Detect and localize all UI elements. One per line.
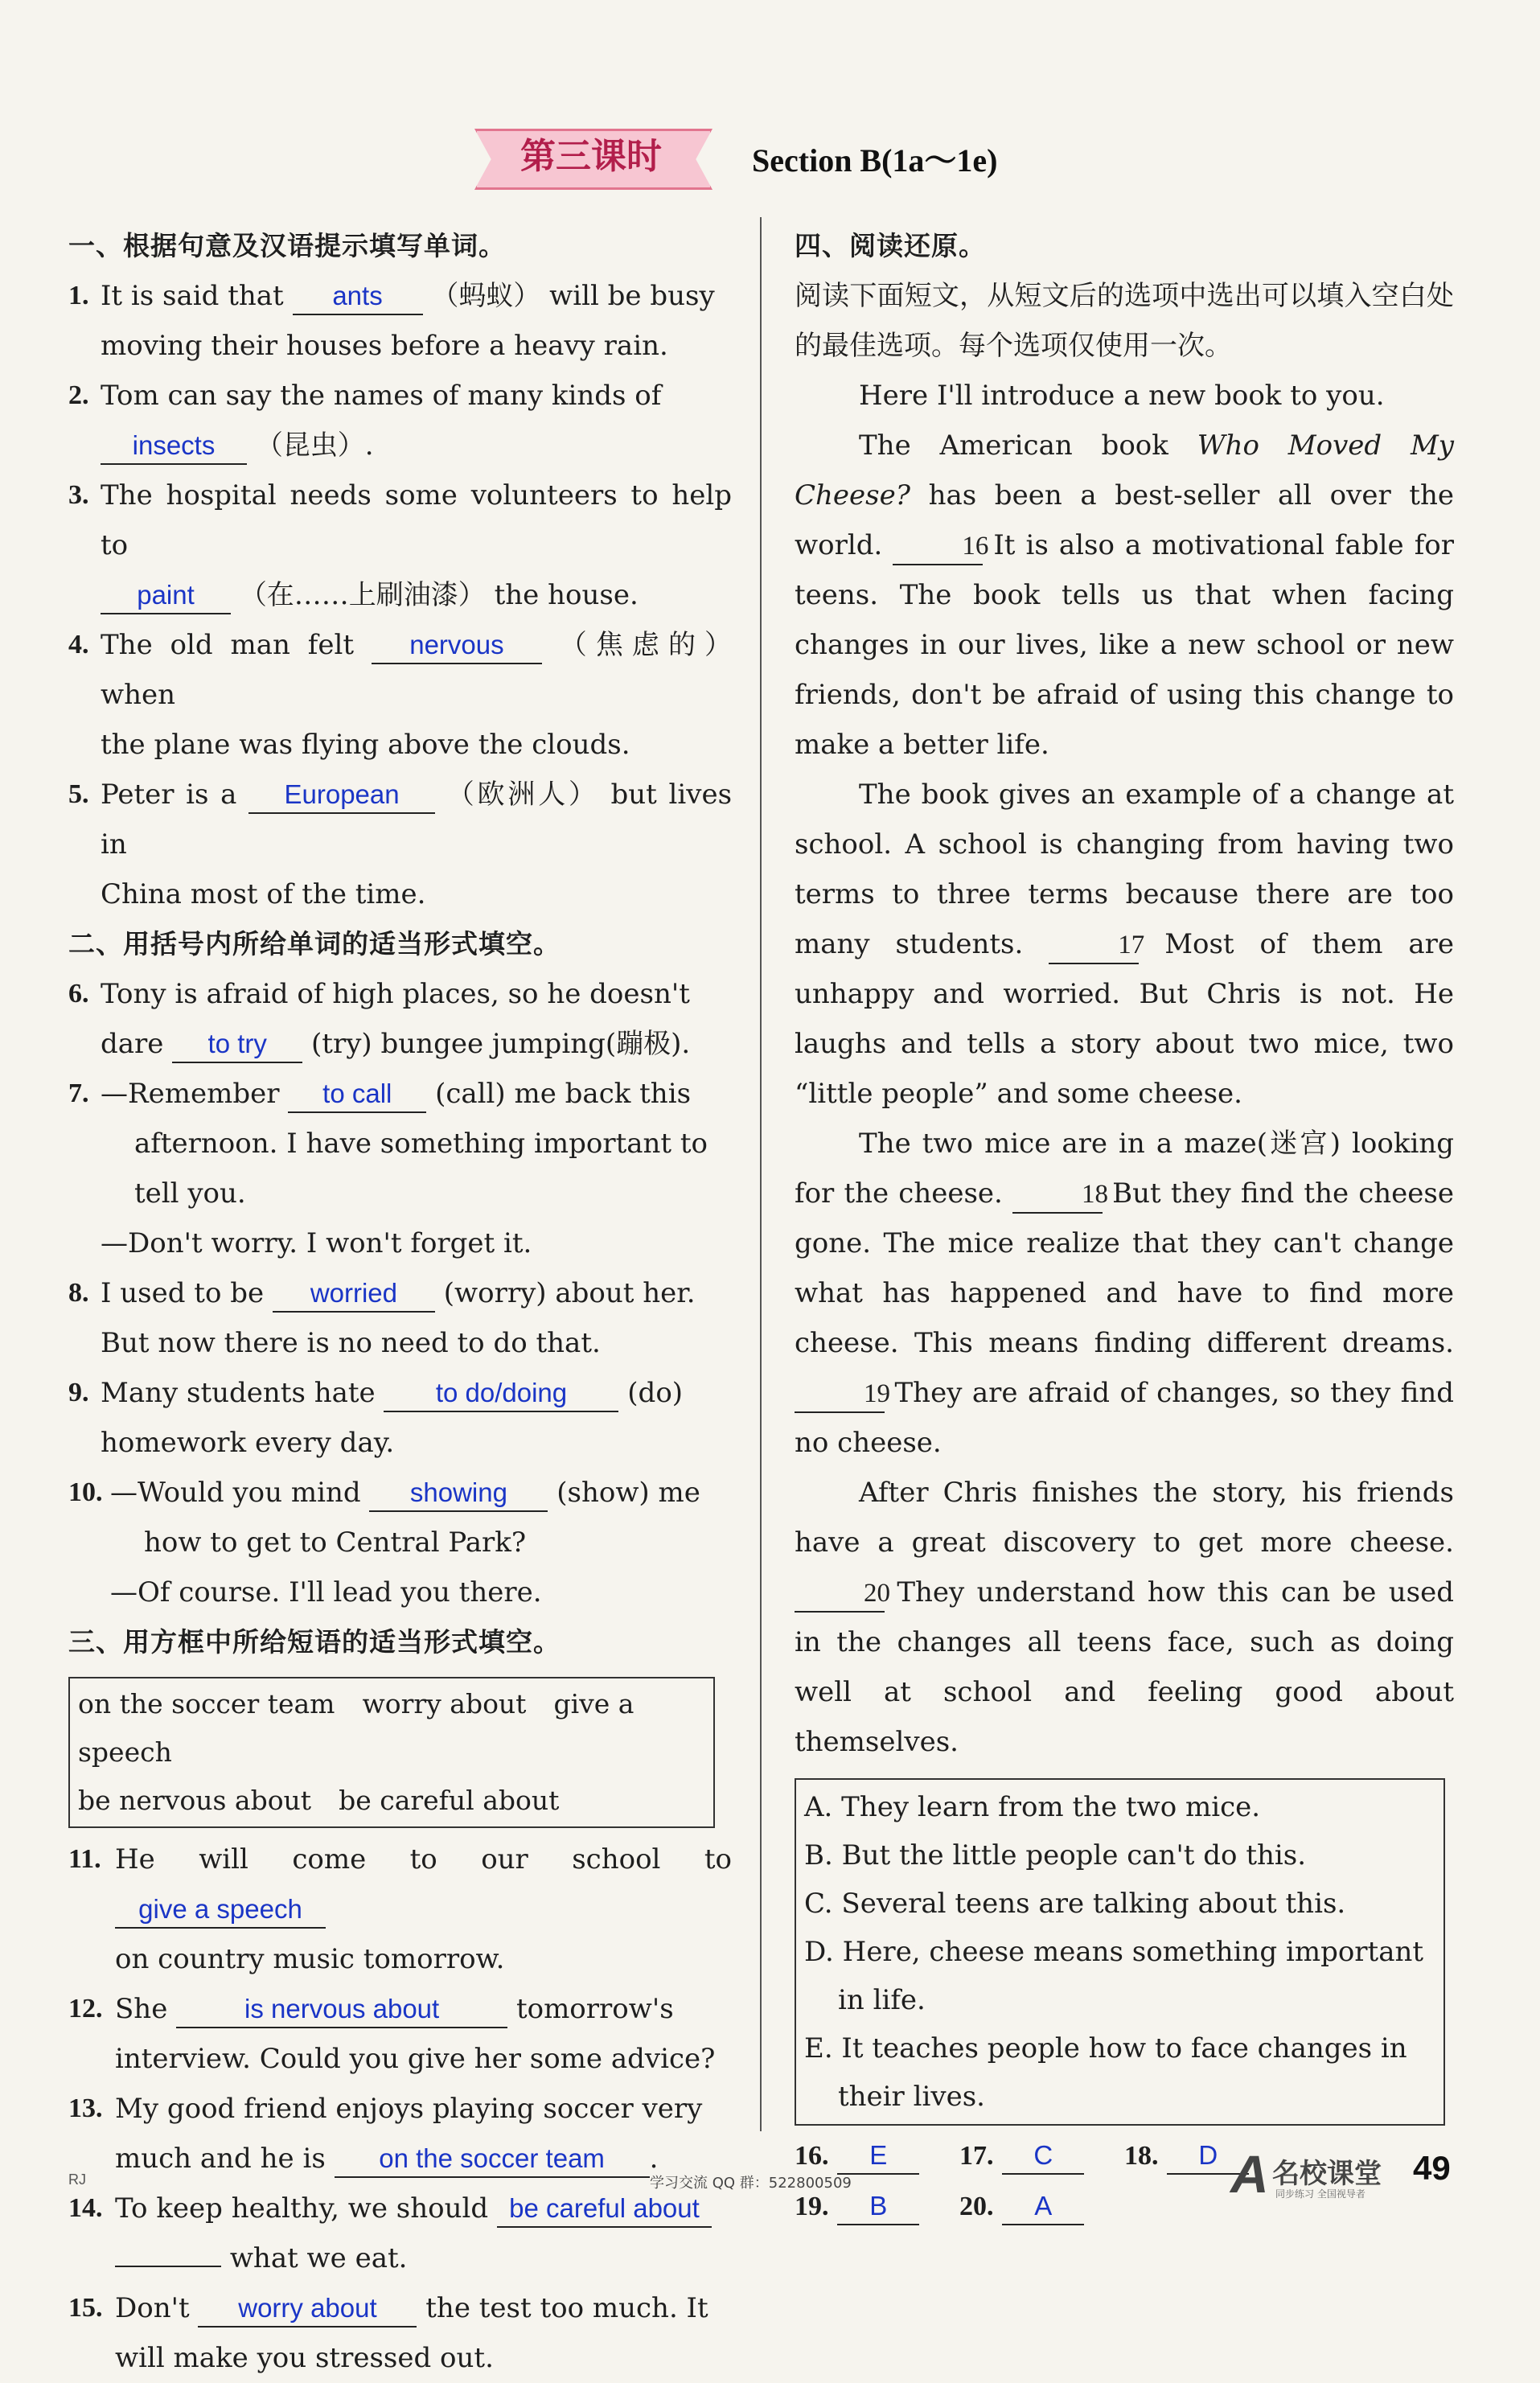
question-12: 12. She is nervous about tomorrow's interview. Could you give her some advice? xyxy=(68,1993,716,2075)
answer-4: nervous xyxy=(372,627,542,664)
answer-20: A xyxy=(1002,2188,1084,2225)
part4-title: 四、阅读还原。 xyxy=(795,230,986,261)
answer-19: B xyxy=(837,2188,919,2225)
answer-16: E xyxy=(837,2138,919,2175)
logo-subtext: 同步练习 全国视导者 xyxy=(1275,2188,1365,2200)
blank-17: 17 xyxy=(1049,927,1139,964)
option-c: C. Several teens are talking about this. xyxy=(804,1888,1346,1920)
question-9: 9. Many students hate to do/doing (do) homework every day. xyxy=(68,1377,684,1459)
page-header xyxy=(474,121,1086,193)
answer-7: to call xyxy=(288,1076,426,1113)
section-title: Section B(1a～1e) xyxy=(752,142,998,179)
answer-14: be careful about xyxy=(497,2191,712,2228)
answer-18: D xyxy=(1167,2138,1249,2175)
answer-13: on the soccer team xyxy=(335,2141,650,2178)
blank-18: 18 xyxy=(1012,1177,1103,1214)
passage-p3: The book gives an example of a change at school. A school is changing from having two terms to three terms because there are too many students. 17 Most of them are unhappy and worried. But Chris is not. He laughs and tells a story about two mice, two “little people” and some cheese. xyxy=(795,779,1455,1110)
question-13: 13. My good friend enjoys playing soccer very much and he is on the soccer team . xyxy=(68,2084,732,2184)
answer-5: European xyxy=(248,777,435,814)
part3-title: 三、用方框中所给短语的适当形式填空。 xyxy=(68,1626,561,1658)
blank-19: 19 xyxy=(795,1376,885,1413)
logo-text: 名校课堂 xyxy=(1272,2158,1382,2190)
passage-p2: The American book Who Moved My Cheese? has been a best-seller all over the world. 16 It is also a motivational fable for teens. The book tells us that when facing changes in our lives, like a new school or new friends, don't be afraid of using this change to make a better life. xyxy=(795,429,1455,761)
answer-6: to try xyxy=(172,1026,302,1063)
question-4: 4. The old man felt nervous （焦虑的） when the plane was flying above the clouds. xyxy=(68,629,733,761)
qq-group-text: 学习交流 QQ 群：522800509 xyxy=(650,2175,852,2192)
question-11: 11. He will come to our school to give a speech on country music tomorrow. xyxy=(68,1843,732,1975)
answer-17: C xyxy=(1002,2138,1084,2175)
answer-row-1: 16. E 17. C 18. D xyxy=(795,2130,1454,2181)
question-3: 3. The hospital needs some volunteers to help to paint （在……上刷油漆） the house. xyxy=(68,470,732,620)
answer-row-2: 19. B 20. A xyxy=(795,2181,1454,2232)
option-b: B. But the little people can't do this. xyxy=(804,1839,1307,1871)
part2-title: 二、用括号内所给单词的适当形式填空。 xyxy=(68,928,561,959)
brand-logo xyxy=(1230,2143,1383,2203)
answer-8: worried xyxy=(273,1276,435,1313)
answer-1: ants xyxy=(293,278,423,315)
right-column xyxy=(795,221,1454,2232)
answer-10: showing xyxy=(369,1475,548,1512)
passage-p4: The two mice are in a maze(迷宫) looking for the cheese. 18 But they find the cheese gone. The mice realize that they can't change what has happened and have to find more cheese. This means finding different dreams. 19 They are afraid of changes, so they find no cheese. xyxy=(795,1128,1454,1459)
question-2: 2. Tom can say the names of many kinds of insects （昆虫）. xyxy=(68,371,732,470)
phrase-box: on the soccer team worry about give a speech be nervous about be careful about xyxy=(68,1677,715,1828)
part4-instructions: 阅读下面短文，从短文后的选项中选出可以填入空白处的最佳选项。每个选项仅使用一次。 xyxy=(795,280,1454,362)
question-10: 10. —Would you mind showing (show) me how to get to Central Park? —Of course. I'll lead you there. xyxy=(68,1477,700,1609)
blank-16: 16 xyxy=(893,528,983,565)
question-5: 5. Peter is a European （欧洲人） but lives in China most of the time. xyxy=(68,779,733,910)
answer-12: is nervous about xyxy=(176,1991,507,2028)
answer-11: give a speech xyxy=(115,1892,326,1929)
answer-2: insects xyxy=(101,428,247,465)
edition-mark: RJ xyxy=(68,2171,86,2188)
question-6: 6. Tony is afraid of high places, so he doesn't dare to try (try) bungee jumping(蹦极). xyxy=(68,969,732,1069)
option-a: A. They learn from the two mice. xyxy=(804,1791,1261,1823)
blank-20: 20 xyxy=(795,1576,885,1613)
logo-letter: A xyxy=(1230,2144,1269,2204)
page-number: 49 xyxy=(1413,2149,1451,2187)
option-e: E. It teaches people how to face changes in their lives. xyxy=(804,2032,1407,2113)
column-divider xyxy=(760,217,762,2131)
book-title: Who Moved My Cheese? xyxy=(795,429,1455,512)
question-1: 1. It is said that ants （蚂蚁） will be busy moving their houses before a heavy rain. xyxy=(68,280,715,362)
question-14: 14. To keep healthy, we should be careful about what we eat. xyxy=(68,2184,732,2283)
left-column xyxy=(68,221,732,2383)
options-box xyxy=(795,1778,1445,2126)
lesson-badge: 第三课时 xyxy=(520,136,662,177)
question-7: 7. —Remember to call (call) me back this afternoon. I have something important to tell you. —Don't worry. I won't forget it. xyxy=(68,1078,708,1259)
part1-title: 一、根据句意及汉语提示填写单词。 xyxy=(68,230,506,261)
answer-3: paint xyxy=(101,577,231,614)
answer-15: worry about xyxy=(198,2291,417,2328)
question-8: 8. I used to be worried (worry) about her. But now there is no need to do that. xyxy=(68,1277,696,1359)
answer-9: to do/doing xyxy=(384,1375,618,1412)
passage-p5: After Chris finishes the story, his friends have a great discovery to get more cheese. 20 They understand how this can be used in the changes all teens face, such as doing well at school and feeling good about themselves. xyxy=(795,1477,1454,1758)
option-d: D. Here, cheese means something important in life. xyxy=(804,1936,1424,2016)
passage-p1: Here I'll introduce a new book to you. xyxy=(859,380,1385,412)
question-15: 15. Don't worry about the test too much. It will make you stressed out. xyxy=(68,2292,708,2374)
